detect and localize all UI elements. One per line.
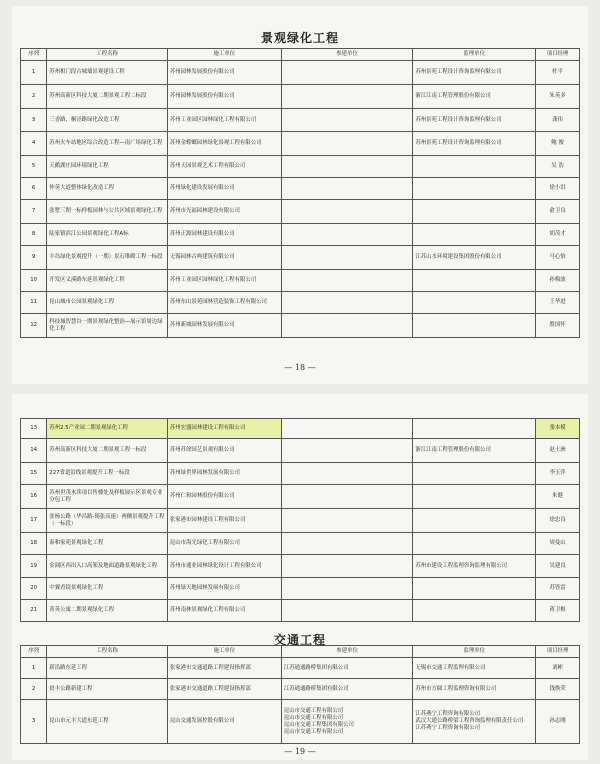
- cell-partner: [281, 439, 413, 463]
- cell-builder: 苏州南林景观绿化工程有限公司: [167, 600, 281, 622]
- page-19: [12, 394, 588, 760]
- cell-builder: 苏州天园景观艺术工程有限公司: [167, 156, 281, 178]
- cell-builder: 苏州东山景苑园林营造装饰工程有限公司: [167, 292, 281, 314]
- cell-manager: 張本模: [536, 419, 580, 439]
- cell-manager: 徐忠良: [536, 509, 580, 533]
- page-number-19: — 19 —: [284, 747, 316, 756]
- cell-partner: [281, 600, 413, 622]
- cell-manager: 刘彬: [536, 658, 580, 679]
- cell-serial: 2: [21, 679, 47, 700]
- cell-serial: 3: [21, 109, 47, 132]
- cell-project-name: 张墅三期一标样板园林与公共区域景观绿化工程: [47, 200, 168, 224]
- cell-supervisor: [413, 533, 536, 555]
- cell-serial: 14: [21, 439, 47, 463]
- cell-project-name: 开发区义溪路东延景观绿化工程: [47, 270, 168, 292]
- cell-manager: 王华进: [536, 292, 580, 314]
- landscape-header-row: [21, 49, 580, 61]
- cell-project-name: 中翼香镜景观绿化工程: [47, 578, 168, 600]
- cell-supervisor: [413, 156, 536, 178]
- table-row: [21, 224, 580, 246]
- cell-project-name: 仲英大道整体绿化改造工程: [47, 178, 168, 200]
- cell-serial: 19: [21, 555, 47, 578]
- cell-manager: 徐小洪: [536, 178, 580, 200]
- cell-serial: 1: [21, 658, 47, 679]
- header-manager: 项目经理: [536, 646, 580, 658]
- table-row: [21, 419, 580, 439]
- cell-project-name: 菁英公寓二期景观绿化工程: [47, 600, 168, 622]
- cell-project-name: 天鹅湖庄园环境绿化工程: [47, 156, 168, 178]
- cell-partner: [281, 485, 413, 509]
- cell-manager: 李玉萍: [536, 463, 580, 485]
- table-row: [21, 292, 580, 314]
- cell-serial: 15: [21, 463, 47, 485]
- cell-builder: 苏州市光福园林建设有限公司: [167, 200, 281, 224]
- table-row: [21, 314, 580, 338]
- cell-manager: 吴 浩: [536, 156, 580, 178]
- cell-serial: 2: [21, 85, 47, 109]
- cell-partner: [281, 314, 413, 338]
- cell-supervisor: 江苏燕宁工程咨询有限公司 武汉大通公路桥梁工程咨询监理有限责任公司 江苏燕宁工程咨询有限公司: [413, 700, 536, 744]
- cell-manager: 苏皆雷: [536, 578, 580, 600]
- cell-serial: 9: [21, 246, 47, 270]
- table-row: [21, 178, 580, 200]
- cell-partner: [281, 85, 413, 109]
- header-serial: 序列: [21, 49, 47, 61]
- cell-partner: [281, 132, 413, 156]
- cell-builder: 苏州仁和园林股份有限公司: [167, 485, 281, 509]
- cell-supervisor: [413, 600, 536, 622]
- cell-builder: 苏州新城园林发展有限公司: [167, 314, 281, 338]
- landscape-table-cont: [20, 418, 580, 622]
- cell-builder: 苏州绿化建设发展有限公司: [167, 178, 281, 200]
- cell-serial: 17: [21, 509, 47, 533]
- table-row: [21, 85, 580, 109]
- cell-partner: [281, 555, 413, 578]
- cell-manager: 龚伟: [536, 109, 580, 132]
- cell-partner: [281, 224, 413, 246]
- cell-builder: 苏州市通业园林绿化设计工程有限公司: [167, 555, 281, 578]
- cell-manager: 朱英多: [536, 85, 580, 109]
- cell-project-name: 苏州高新区科技大厦二期景观工程二标段: [47, 85, 168, 109]
- header-supervisor: 监理单位: [413, 646, 536, 658]
- cell-partner: [281, 578, 413, 600]
- cell-manager: 周曼山: [536, 533, 580, 555]
- page-number-18: — 18 —: [284, 363, 316, 372]
- cell-partner: [281, 509, 413, 533]
- cell-manager: 殷国怀: [536, 314, 580, 338]
- cell-partner: 江苏通通路桥集团有限公司: [281, 679, 413, 700]
- cell-supervisor: [413, 463, 536, 485]
- cell-supervisor: 江苏山水环境建设集团股份有限公司: [413, 246, 536, 270]
- cell-supervisor: [413, 485, 536, 509]
- traffic-table: [20, 645, 580, 744]
- cell-manager: 蒋卫根: [536, 600, 580, 622]
- table-row: [21, 679, 580, 700]
- landscape-table-cont-body: [21, 419, 580, 622]
- page-18: [12, 6, 588, 384]
- cell-builder: 苏州正源园林建设有限公司: [167, 224, 281, 246]
- table-row: [21, 600, 580, 622]
- cell-supervisor: 苏州景苑工程设计咨询监理有限公司: [413, 61, 536, 85]
- cell-project-name: 苏州2.5产业园二期景观绿化工程: [47, 419, 168, 439]
- cell-project-name: 丰岛绿化景观提升（一期）景石堆砌工程一标段: [47, 246, 168, 270]
- cell-project-name: 昆山市元丰大道东延工程: [47, 700, 168, 744]
- cell-supervisor: 苏州市建设工程监理咨询监理有限公司: [413, 555, 536, 578]
- cell-manager: 赵士洲: [536, 439, 580, 463]
- table-row: [21, 200, 580, 224]
- cell-supervisor: 无锡市交通工程监理有限公司: [413, 658, 536, 679]
- cell-manager: 鲍 俊: [536, 132, 580, 156]
- cell-partner: 江苏通通路桥集团有限公司: [281, 658, 413, 679]
- cell-builder: 张家港市交通道路工程建设指挥部: [167, 679, 281, 700]
- header-partner: 参建单位: [281, 646, 413, 658]
- traffic-title: 交通工程: [273, 633, 326, 647]
- cell-manager: 俞卫良: [536, 200, 580, 224]
- cell-serial: 11: [21, 292, 47, 314]
- cell-manager: 朱健: [536, 485, 580, 509]
- cell-supervisor: [413, 200, 536, 224]
- cell-builder: 苏州绿世界园林发展有限公司: [167, 463, 281, 485]
- cell-project-name: 泰和家苑景观绿化工程: [47, 533, 168, 555]
- table-row: [21, 658, 580, 679]
- cell-serial: 21: [21, 600, 47, 622]
- cell-manager: 孙志刚: [536, 700, 580, 744]
- cell-project-name: 227省道沿线景观提升工程一标段: [47, 463, 168, 485]
- landscape-table-body: [21, 61, 580, 338]
- cell-manager: 吴建良: [536, 555, 580, 578]
- cell-serial: 7: [21, 200, 47, 224]
- cell-builder: 苏州园林发展股份有限公司: [167, 61, 281, 85]
- cell-supervisor: 苏州市方圆工程监理咨询有限公司: [413, 679, 536, 700]
- cell-builder: 苏州金螳螂园林绿化景观工程有限公司: [167, 132, 281, 156]
- cell-builder: 苏州工业园区园林绿化工程有限公司: [167, 270, 281, 292]
- table-row: [21, 132, 580, 156]
- cell-partner: [281, 156, 413, 178]
- cell-project-name: 苏州世茂木渎项目售楼处及样板展示区景观专业分包工程: [47, 485, 168, 509]
- table-row: [21, 61, 580, 85]
- cell-supervisor: [413, 224, 536, 246]
- cell-builder: 张家港市园林建设工程有限公司: [167, 509, 281, 533]
- cell-partner: [281, 463, 413, 485]
- cell-partner: [281, 270, 413, 292]
- cell-supervisor: [413, 419, 536, 439]
- header-project-name: 工程名称: [47, 646, 168, 658]
- cell-supervisor: [413, 314, 536, 338]
- cell-builder: 苏州工业园区园林绿化工程有限公司: [167, 109, 281, 132]
- cell-manager: 马心怡: [536, 246, 580, 270]
- traffic-table-body: [21, 658, 580, 744]
- cell-serial: 12: [21, 314, 47, 338]
- cell-manager: 钱焕荣: [536, 679, 580, 700]
- cell-project-name: 陆家镇滨江公园景观绿化工程A标: [47, 224, 168, 246]
- cell-project-name: 科技城智慧谷一期景观绿化整治—展示馆周边绿化工程: [47, 314, 168, 338]
- cell-supervisor: [413, 270, 536, 292]
- cell-serial: 1: [21, 61, 47, 85]
- cell-serial: 10: [21, 270, 47, 292]
- cell-partner: [281, 109, 413, 132]
- cell-builder: 张家港市交通道路工程建设指挥部: [167, 658, 281, 679]
- cell-supervisor: 苏州景苑工程设计咨询监理有限公司: [413, 109, 536, 132]
- landscape-title: 景观绿化工程: [260, 30, 339, 45]
- cell-project-name: 苏州高新区科技大厦二期景观工程一标段: [47, 439, 168, 463]
- table-row: [21, 533, 580, 555]
- cell-partner: 昆山市交通工程有限公司 昆山市交通工程有限公司 昆山市交通工程集团有限公司 昆山市交通工程有限公司: [281, 700, 413, 744]
- cell-serial: 18: [21, 533, 47, 555]
- cell-builder: 苏州园林发展股份有限公司: [167, 85, 281, 109]
- cell-serial: 6: [21, 178, 47, 200]
- cell-partner: [281, 178, 413, 200]
- cell-serial: 4: [21, 132, 47, 156]
- cell-serial: 16: [21, 485, 47, 509]
- cell-project-name: 晨丰公路新建工程: [47, 679, 168, 700]
- header-manager: 项目经理: [536, 49, 580, 61]
- cell-serial: 8: [21, 224, 47, 246]
- cell-project-name: 金阊区西出入口高架及地面道路景观绿化工程: [47, 555, 168, 578]
- table-row: [21, 555, 580, 578]
- table-row: [21, 509, 580, 533]
- table-row: [21, 156, 580, 178]
- cell-project-name: 昆山城市公园景观绿化工程: [47, 292, 168, 314]
- cell-serial: 5: [21, 156, 47, 178]
- cell-supervisor: [413, 292, 536, 314]
- cell-partner: [281, 533, 413, 555]
- cell-serial: 13: [21, 419, 47, 439]
- header-supervisor: 监理单位: [413, 49, 536, 61]
- cell-partner: [281, 246, 413, 270]
- cell-project-name: 三香路、桐泾路绿化改造工程: [47, 109, 168, 132]
- table-row: [21, 485, 580, 509]
- cell-project-name: 新沿路东延工程: [47, 658, 168, 679]
- cell-supervisor: 苏州景苑工程设计咨询监理有限公司: [413, 132, 536, 156]
- cell-supervisor: [413, 578, 536, 600]
- header-partner: 参建单位: [281, 49, 413, 61]
- cell-builder: 苏州宏盛园林建设工程有限公司: [167, 419, 281, 439]
- cell-partner: [281, 292, 413, 314]
- table-row: [21, 246, 580, 270]
- cell-serial: 20: [21, 578, 47, 600]
- cell-partner: [281, 200, 413, 224]
- cell-manager: 孙梅波: [536, 270, 580, 292]
- cell-builder: 苏州苏徐园艺景观有限公司: [167, 439, 281, 463]
- cell-supervisor: [413, 509, 536, 533]
- cell-serial: 3: [21, 700, 47, 744]
- landscape-table: [20, 28, 580, 338]
- cell-partner: [281, 419, 413, 439]
- cell-builder: 无锡园林古典建筑有限公司: [167, 246, 281, 270]
- table-row: [21, 439, 580, 463]
- cell-supervisor: [413, 178, 536, 200]
- cell-project-name: 苏州相门段古城墙景观建设工程: [47, 61, 168, 85]
- header-project-name: 工程名称: [47, 49, 168, 61]
- cell-builder: 昆山市海光绿化工程有限公司: [167, 533, 281, 555]
- cell-supervisor: 浙江江南工程管理股份有限公司: [413, 439, 536, 463]
- cell-builder: 昆山交通发展控股有限公司: [167, 700, 281, 744]
- traffic-header-row: [21, 646, 580, 658]
- cell-partner: [281, 61, 413, 85]
- table-row: [21, 578, 580, 600]
- cell-project-name: 苏州火车站地区综合改造工程—南广场绿化工程: [47, 132, 168, 156]
- cell-supervisor: 浙江江南工程管理股份有限公司: [413, 85, 536, 109]
- cell-manager: 胡茂才: [536, 224, 580, 246]
- table-row: [21, 270, 580, 292]
- cell-builder: 苏州绿天地园林发展有限公司: [167, 578, 281, 600]
- table-row: [21, 463, 580, 485]
- header-builder: 施工单位: [167, 49, 281, 61]
- header-builder: 施工单位: [167, 646, 281, 658]
- table-row: [21, 109, 580, 132]
- header-serial: 序列: [21, 646, 47, 658]
- cell-project-name: 张杨公路（华昌路-锡张高速）两侧景观提升工程（一标段）: [47, 509, 168, 533]
- cell-manager: 杜平: [536, 61, 580, 85]
- landscape-title-cell: [21, 28, 580, 49]
- table-row: [21, 700, 580, 744]
